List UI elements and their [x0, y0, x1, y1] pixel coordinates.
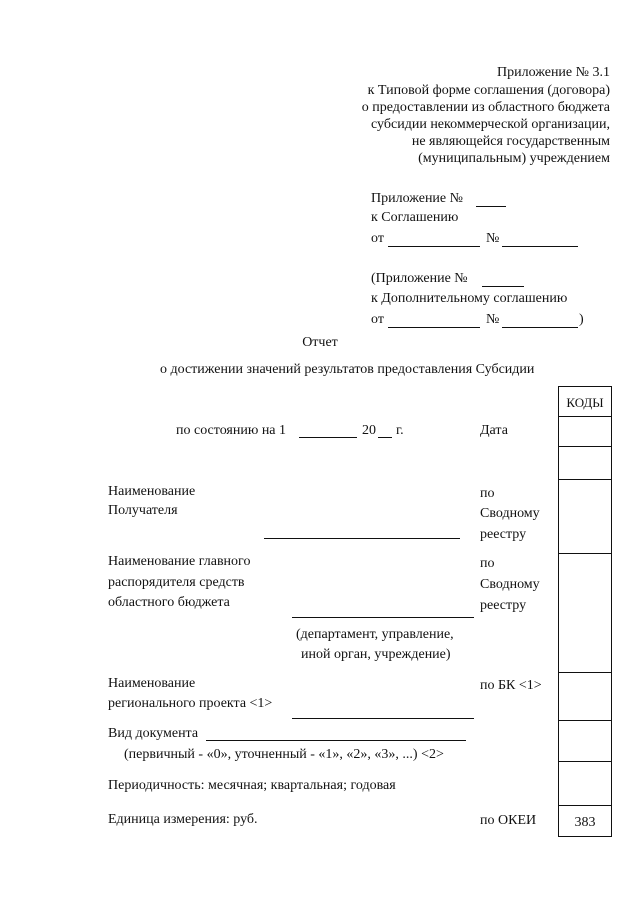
doc-type-note: (первичный - «0», уточненный - «1», «2», «3», ...) <2> [124, 747, 444, 762]
codes-table [558, 386, 612, 837]
codes-cell-divider [559, 479, 611, 480]
manager-label-line-1: Наименование главного [108, 554, 251, 569]
appendix-line-5: (муниципальным) учреждением [418, 151, 610, 166]
doc-type-line [206, 740, 466, 741]
manager-label-line-2: распорядителя средств [108, 575, 245, 590]
codes-cell-divider [559, 416, 611, 417]
agreement-to-label: к Соглашению [371, 210, 459, 225]
unit-label: Единица измерения: руб. [108, 812, 258, 827]
additional-closing-paren: ) [579, 312, 584, 327]
additional-from-label: от [371, 312, 384, 327]
codes-cell-divider [559, 805, 611, 806]
okei-code-label: по ОКЕИ [480, 813, 537, 828]
project-label-line-1: Наименование [108, 676, 196, 691]
agreement-from-label: от [371, 231, 384, 246]
okei-code-value: 383 [574, 815, 596, 830]
appendix-line-1: к Типовой форме соглашения (договора) [367, 83, 610, 98]
recipient-code-line-2: Сводному [480, 506, 540, 521]
as-of-label: по состоянию на 1 [176, 423, 287, 438]
appendix-title: Приложение № 3.1 [497, 65, 610, 80]
codes-cell-divider [559, 553, 611, 554]
as-of-year-line [378, 437, 392, 438]
additional-to-label: к Дополнительному соглашению [371, 291, 568, 306]
manager-label-line-3: областного бюджета [108, 595, 230, 610]
additional-date-line [388, 327, 480, 328]
recipient-code-line-3: реестру [480, 527, 527, 542]
as-of-month-line [299, 437, 357, 438]
project-name-line [292, 718, 474, 719]
recipient-label-line-2: Получателя [108, 503, 178, 518]
codes-cell-divider [559, 720, 611, 721]
periodicity-label: Периодичность: месячная; квартальная; годовая [108, 778, 396, 793]
agreement-appendix-number-line [476, 206, 506, 207]
codes-cell-divider [559, 761, 611, 762]
manager-note-line-2: иной орган, учреждение) [301, 647, 451, 662]
additional-appendix-label: (Приложение № [371, 271, 468, 286]
agreement-appendix-label: Приложение № [371, 191, 463, 206]
project-label-line-2: регионального проекта <1> [108, 696, 273, 711]
additional-number-label: № [486, 312, 500, 327]
additional-appendix-number-line [482, 286, 524, 287]
agreement-number-label: № [486, 231, 500, 246]
recipient-code-line-1: по [480, 486, 495, 501]
manager-name-line [292, 617, 474, 618]
as-of-year-suffix: г. [396, 423, 404, 438]
codes-cell-divider [559, 672, 611, 673]
appendix-line-4: не являющейся государственным [411, 134, 610, 149]
codes-cell-divider [559, 446, 611, 447]
manager-note-line-1: (департамент, управление, [296, 627, 454, 642]
date-code-label: Дата [480, 423, 508, 438]
additional-number-line [502, 327, 578, 328]
manager-code-line-3: реестру [480, 598, 527, 613]
recipient-name-line [264, 538, 460, 539]
appendix-line-3: субсидии некоммерческой организации, [371, 117, 610, 132]
appendix-line-2: о предоставлении из областного бюджета [361, 100, 610, 115]
as-of-year-prefix: 20 [362, 423, 376, 438]
recipient-label-line-1: Наименование [108, 484, 196, 499]
project-code-label: по БК <1> [480, 678, 542, 693]
manager-code-line-2: Сводному [480, 577, 540, 592]
agreement-date-line [388, 246, 480, 247]
agreement-number-line [502, 246, 578, 247]
report-title: Отчет [302, 335, 338, 350]
report-subtitle: о достижении значений результатов предоставления Субсидии [160, 362, 535, 377]
codes-header: КОДЫ [566, 395, 604, 410]
doc-type-label: Вид документа [108, 726, 199, 741]
manager-code-line-1: по [480, 556, 495, 571]
